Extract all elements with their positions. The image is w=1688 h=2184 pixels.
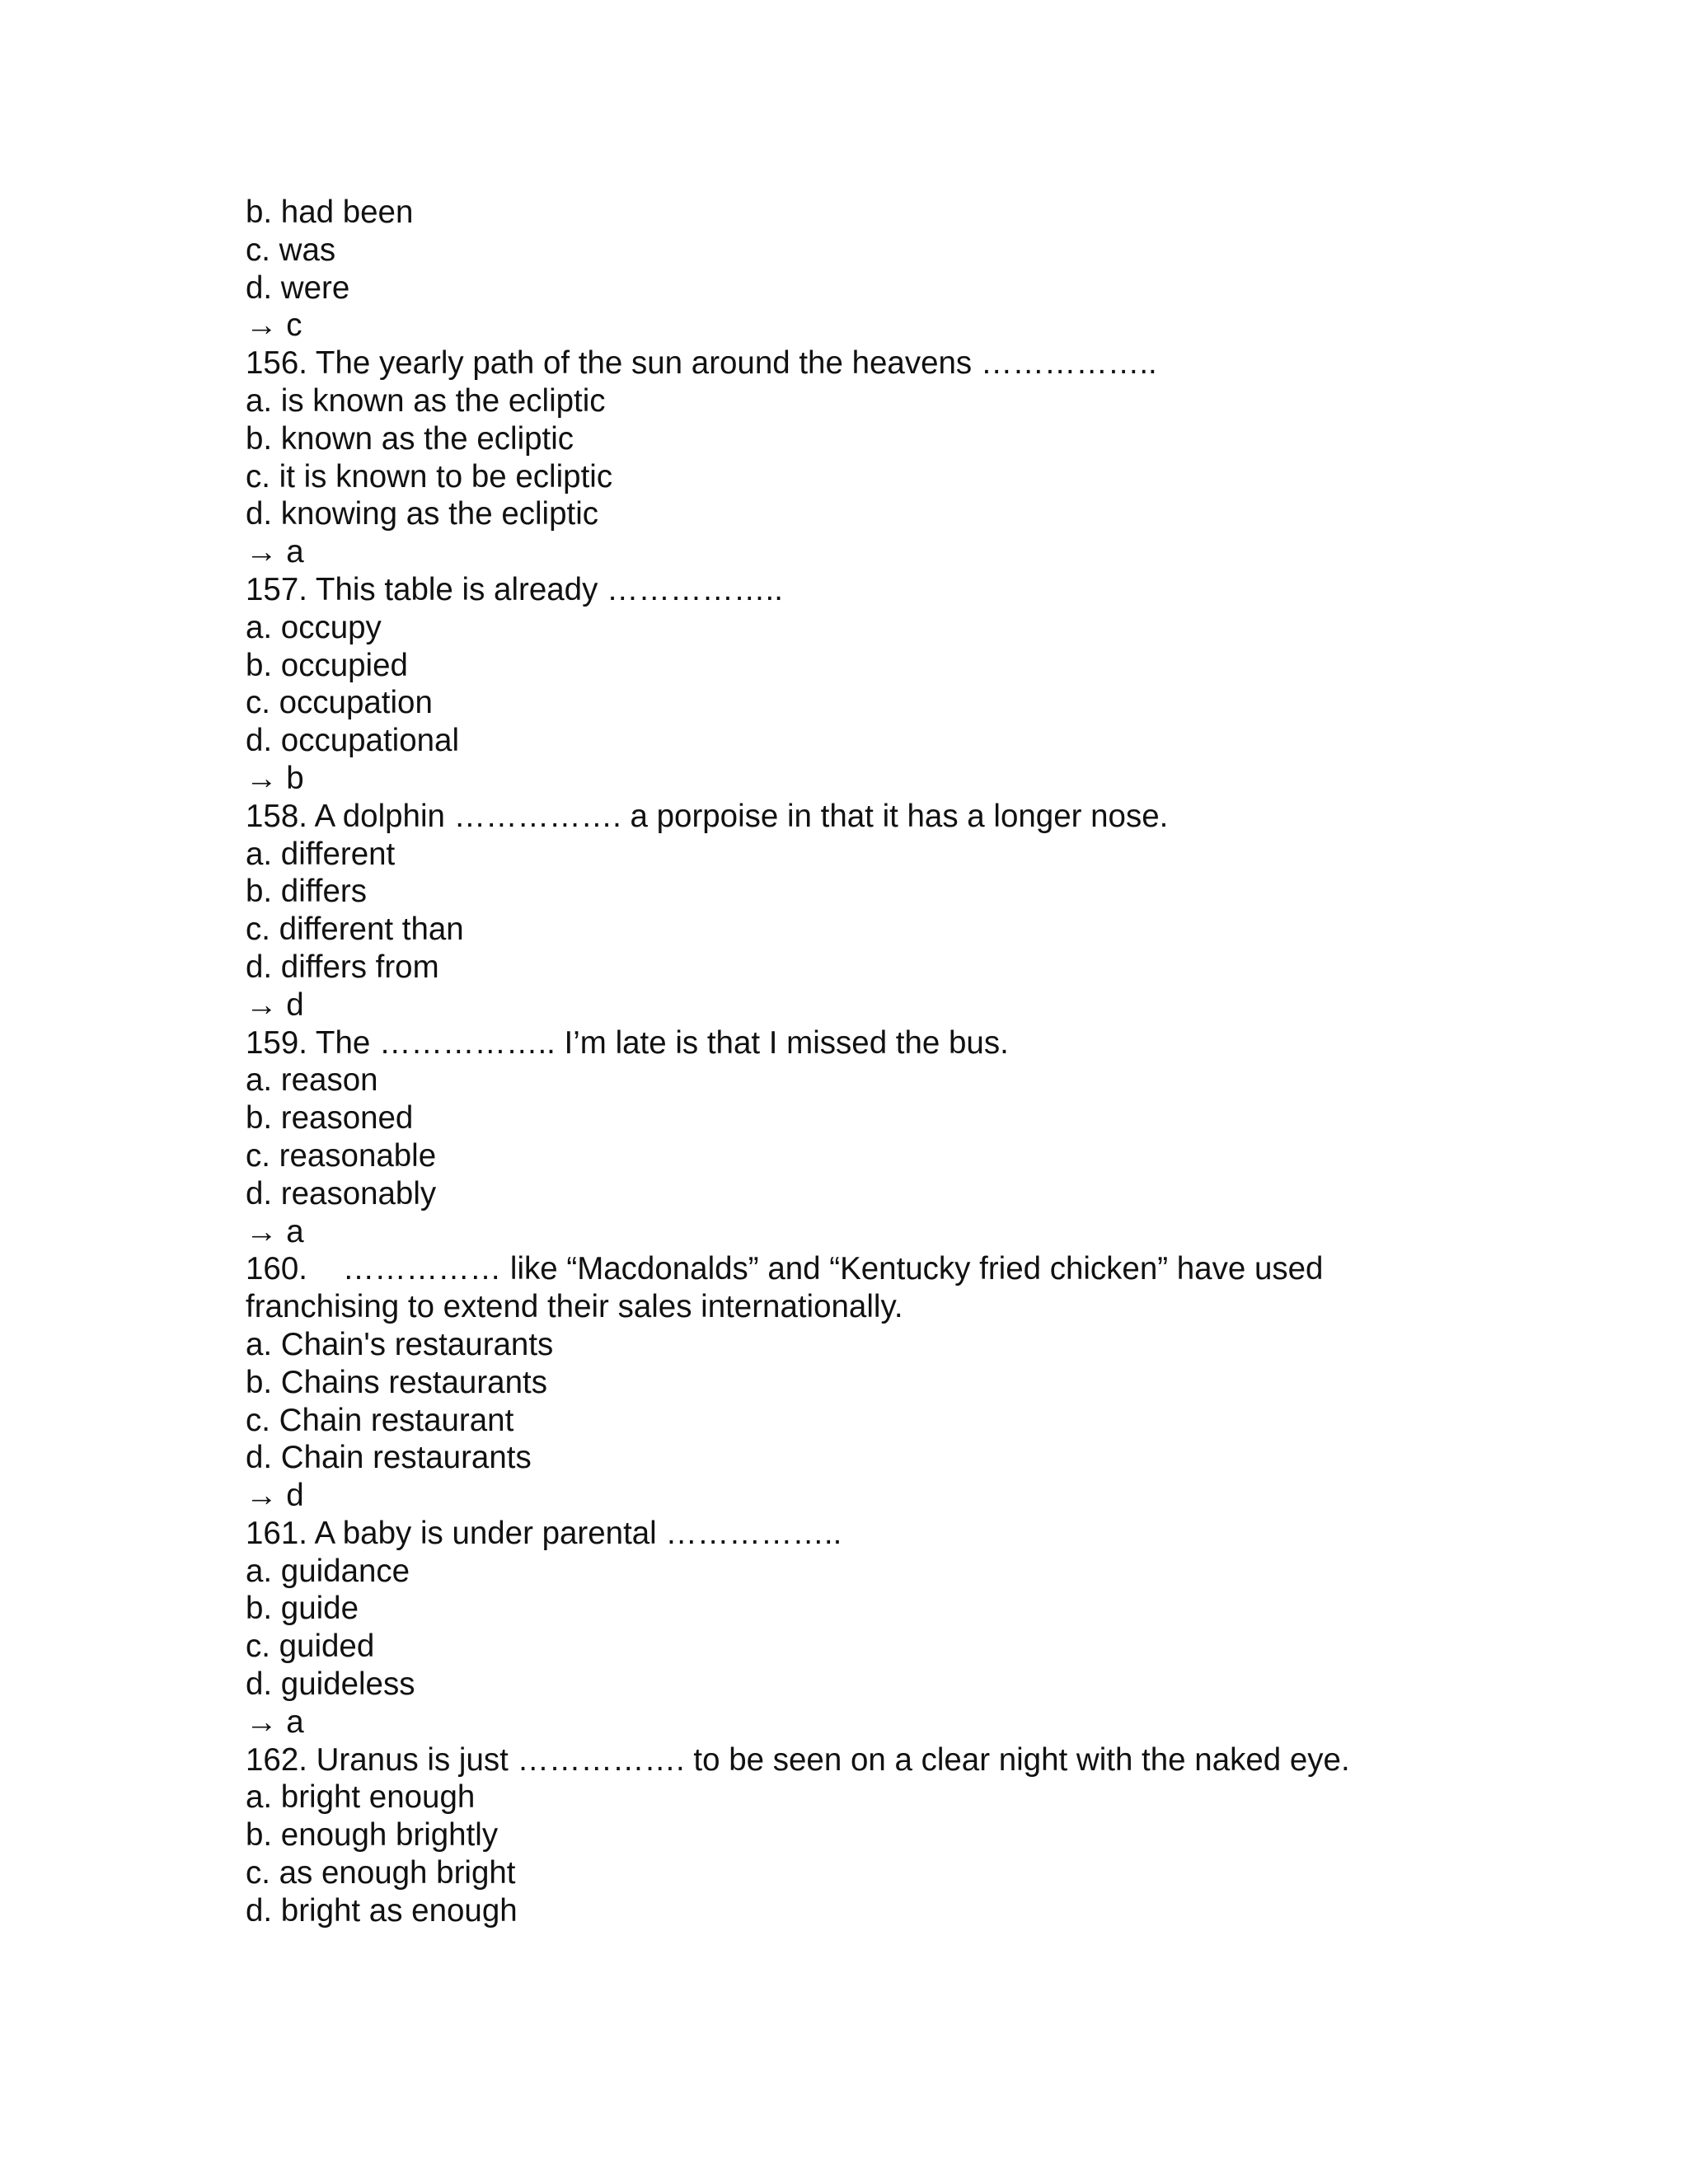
option-line: c. occupation	[246, 685, 433, 721]
option-line: c. different than	[246, 912, 464, 948]
option-line: a. reason	[246, 1062, 378, 1099]
question-line: 161. A baby is under parental ……………..	[246, 1515, 842, 1551]
question-line: franchising to extend their sales internationally.	[246, 1289, 903, 1325]
question-line: 160. …………… like “Macdonalds” and “Kentucky fried chicken” have used	[246, 1251, 1324, 1287]
option-line: c. it is known to be ecliptic	[246, 458, 613, 494]
option-line: b. guide	[246, 1591, 359, 1627]
option-line: a. different	[246, 836, 396, 872]
question-line: 157. This table is already ……………..	[246, 571, 783, 607]
option-line: d. bright as enough	[246, 1892, 518, 1929]
question-line: 156. The yearly path of the sun around the heavens ……………..	[246, 345, 1157, 382]
option-line: c. reasonable	[246, 1137, 437, 1174]
quiz-text	[246, 194, 1498, 1930]
option-line: c. as enough bright	[246, 1855, 516, 1891]
option-line: d. were	[246, 269, 350, 306]
option-line: c. Chain restaurant	[246, 1402, 514, 1438]
option-line: c. guided	[246, 1629, 375, 1665]
option-line: d. knowing as the ecliptic	[246, 496, 599, 532]
answer-line: → c	[246, 307, 302, 344]
option-line: b. had been	[246, 194, 414, 230]
option-line: d. differs from	[246, 949, 439, 985]
option-line: b. Chains restaurants	[246, 1364, 547, 1400]
answer-line: → a	[246, 1704, 304, 1740]
question-line: 162. Uranus is just ……………. to be seen on a clear night with the naked eye.	[246, 1741, 1350, 1778]
option-line: d. Chain restaurants	[246, 1440, 532, 1476]
option-line: b. enough brightly	[246, 1817, 499, 1854]
option-line: d. reasonably	[246, 1175, 437, 1212]
answer-line: → a	[246, 1213, 304, 1249]
answer-line: → b	[246, 760, 304, 796]
answer-line: → a	[246, 534, 304, 570]
option-line: c. was	[246, 232, 336, 268]
option-line: b. differs	[246, 874, 367, 910]
option-line: b. occupied	[246, 647, 408, 683]
answer-line: → d	[246, 987, 304, 1023]
question-line: 159. The …………….. I’m late is that I missed the bus.	[246, 1024, 1009, 1061]
option-line: b. known as the ecliptic	[246, 420, 574, 457]
option-line: a. occupy	[246, 609, 382, 645]
answer-line: → d	[246, 1478, 304, 1514]
option-line: a. is known as the ecliptic	[246, 382, 606, 419]
option-line: a. guidance	[246, 1553, 410, 1589]
option-line: b. reasoned	[246, 1100, 414, 1137]
option-line: a. bright enough	[246, 1779, 476, 1816]
option-line: d. guideless	[246, 1666, 415, 1703]
option-line: d. occupational	[246, 723, 459, 759]
option-line: a. Chain's restaurants	[246, 1326, 554, 1362]
question-line: 158. A dolphin ……………. a porpoise in that it has a longer nose.	[246, 798, 1169, 834]
